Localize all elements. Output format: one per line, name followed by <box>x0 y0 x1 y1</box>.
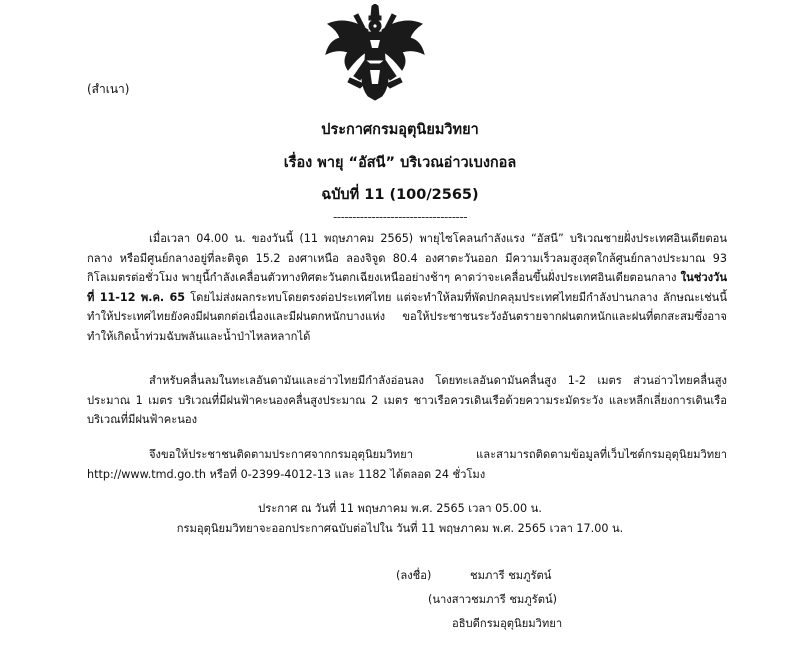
copy-mark: (สำเนา) <box>87 82 130 96</box>
garuda-emblem-icon <box>320 4 430 102</box>
paragraph-follow-updates: จึงขอให้ประชาชนติดตามประกาศจากกรมอุตุนิยมวิทยา และสามารถติดตามข้อมูลที่เว็บไซต์กรมอุตุนิยมวิทยา http://www.tmd.go.th หรือที่ 0-2399-4012-13 และ 1182 ได้ตลอด 24 ชั่วโมง <box>87 448 727 481</box>
announcement-subject: เรื่อง พายุ “อัสนี” บริเวณอ่าวเบงกอล <box>283 155 517 171</box>
paragraph-bold-dates: ในช่วงวันที่ 11-12 พ.ค. 65 <box>87 271 727 304</box>
signatory-position: อธิบดีกรมอุตุนิยมวิทยา <box>452 617 563 630</box>
separator-line: ----------------------------------- <box>332 210 468 224</box>
announcement-date: ประกาศ ณ วันที่ 11 พฤษภาคม พ.ศ. 2565 เวลา 05.00 น. <box>258 502 542 515</box>
paragraph-text: โดยไม่ส่งผลกระทบโดยตรงต่อประเทศไทย แต่จะทำให้ลมที่พัดปกคลุมประเทศไทยมีกำลังปานกลาง ลักษณะเช่นนี้ทำให้ประเทศไทยยังคงมีฝนตกต่อเนื่องและมีฝนตกหนักบางแห่ง ขอให้ประชาชนระวังอันตรายจากฝนตกหนักและฝนที่ตกสะสมซึ่งอาจทำให้เกิดน้ำท่วมฉับพลันและน้ำป่าไหลหลากได้ <box>87 290 727 343</box>
next-announcement: กรมอุตุนิยมวิทยาจะออกประกาศฉบับต่อไปใน วันที่ 11 พฤษภาคม พ.ศ. 2565 เวลา 17.00 น. <box>176 522 624 535</box>
announcement-issue-number: ฉบับที่ 11 (100/2565) <box>321 187 479 203</box>
paragraph-text: เมื่อเวลา 04.00 น. ของวันนี้ (11 พฤษภาคม 2565) พายุไซโคลนกำลังแรง “อัสนี” บริเวณชายฝั่งประเทศอินเดียตอนกลาง หรือมีศูนย์กลางอยู่ที่ละติจูด 15.2 องศาเหนือ ลองจิจูด 80.4 องศาตะวันออก มีความเร็วลมสูงสุดใกล้ศูนย์กลางประมาณ 93 กิโลเมตรต่อชั่วโมง พายุนี้กำลังเคลื่อนตัวทางทิศตะวันตกเฉียงเหนืออย่างช้าๆ คาดว่าจะเคลื่อนขึ้นฝั่งประเทศอินเดียตอนกลาง <box>87 232 727 284</box>
signatory-full-name: (นางสาวชมภารี ชมภูรัตน์) <box>428 593 557 606</box>
signature-label: (ลงชื่อ) <box>396 569 432 582</box>
paragraph-sea-conditions: สำหรับคลื่นลมในทะเลอันดามันและอ่าวไทยมีกำลังอ่อนลง โดยทะเลอันดามันคลื่นสูง 1-2 เมตร ส่วนอ่าวไทยคลื่นสูงประมาณ 1 เมตร บริเวณที่มีฝนฟ้าคะนองคลื่นสูงประมาณ 2 เมตร ชาวเรือควรเดินเรือด้วยความระมัดระวัง และหลีกเลี่ยงการเดินเรือบริเวณที่มีฝนฟ้าคะนอง <box>87 374 727 426</box>
paragraph-storm-details <box>87 229 727 346</box>
signature-name: ชมภารี ชมภูรัตน์ <box>470 569 552 582</box>
announcement-title: ประกาศกรมอุตุนิยมวิทยา <box>321 122 479 138</box>
